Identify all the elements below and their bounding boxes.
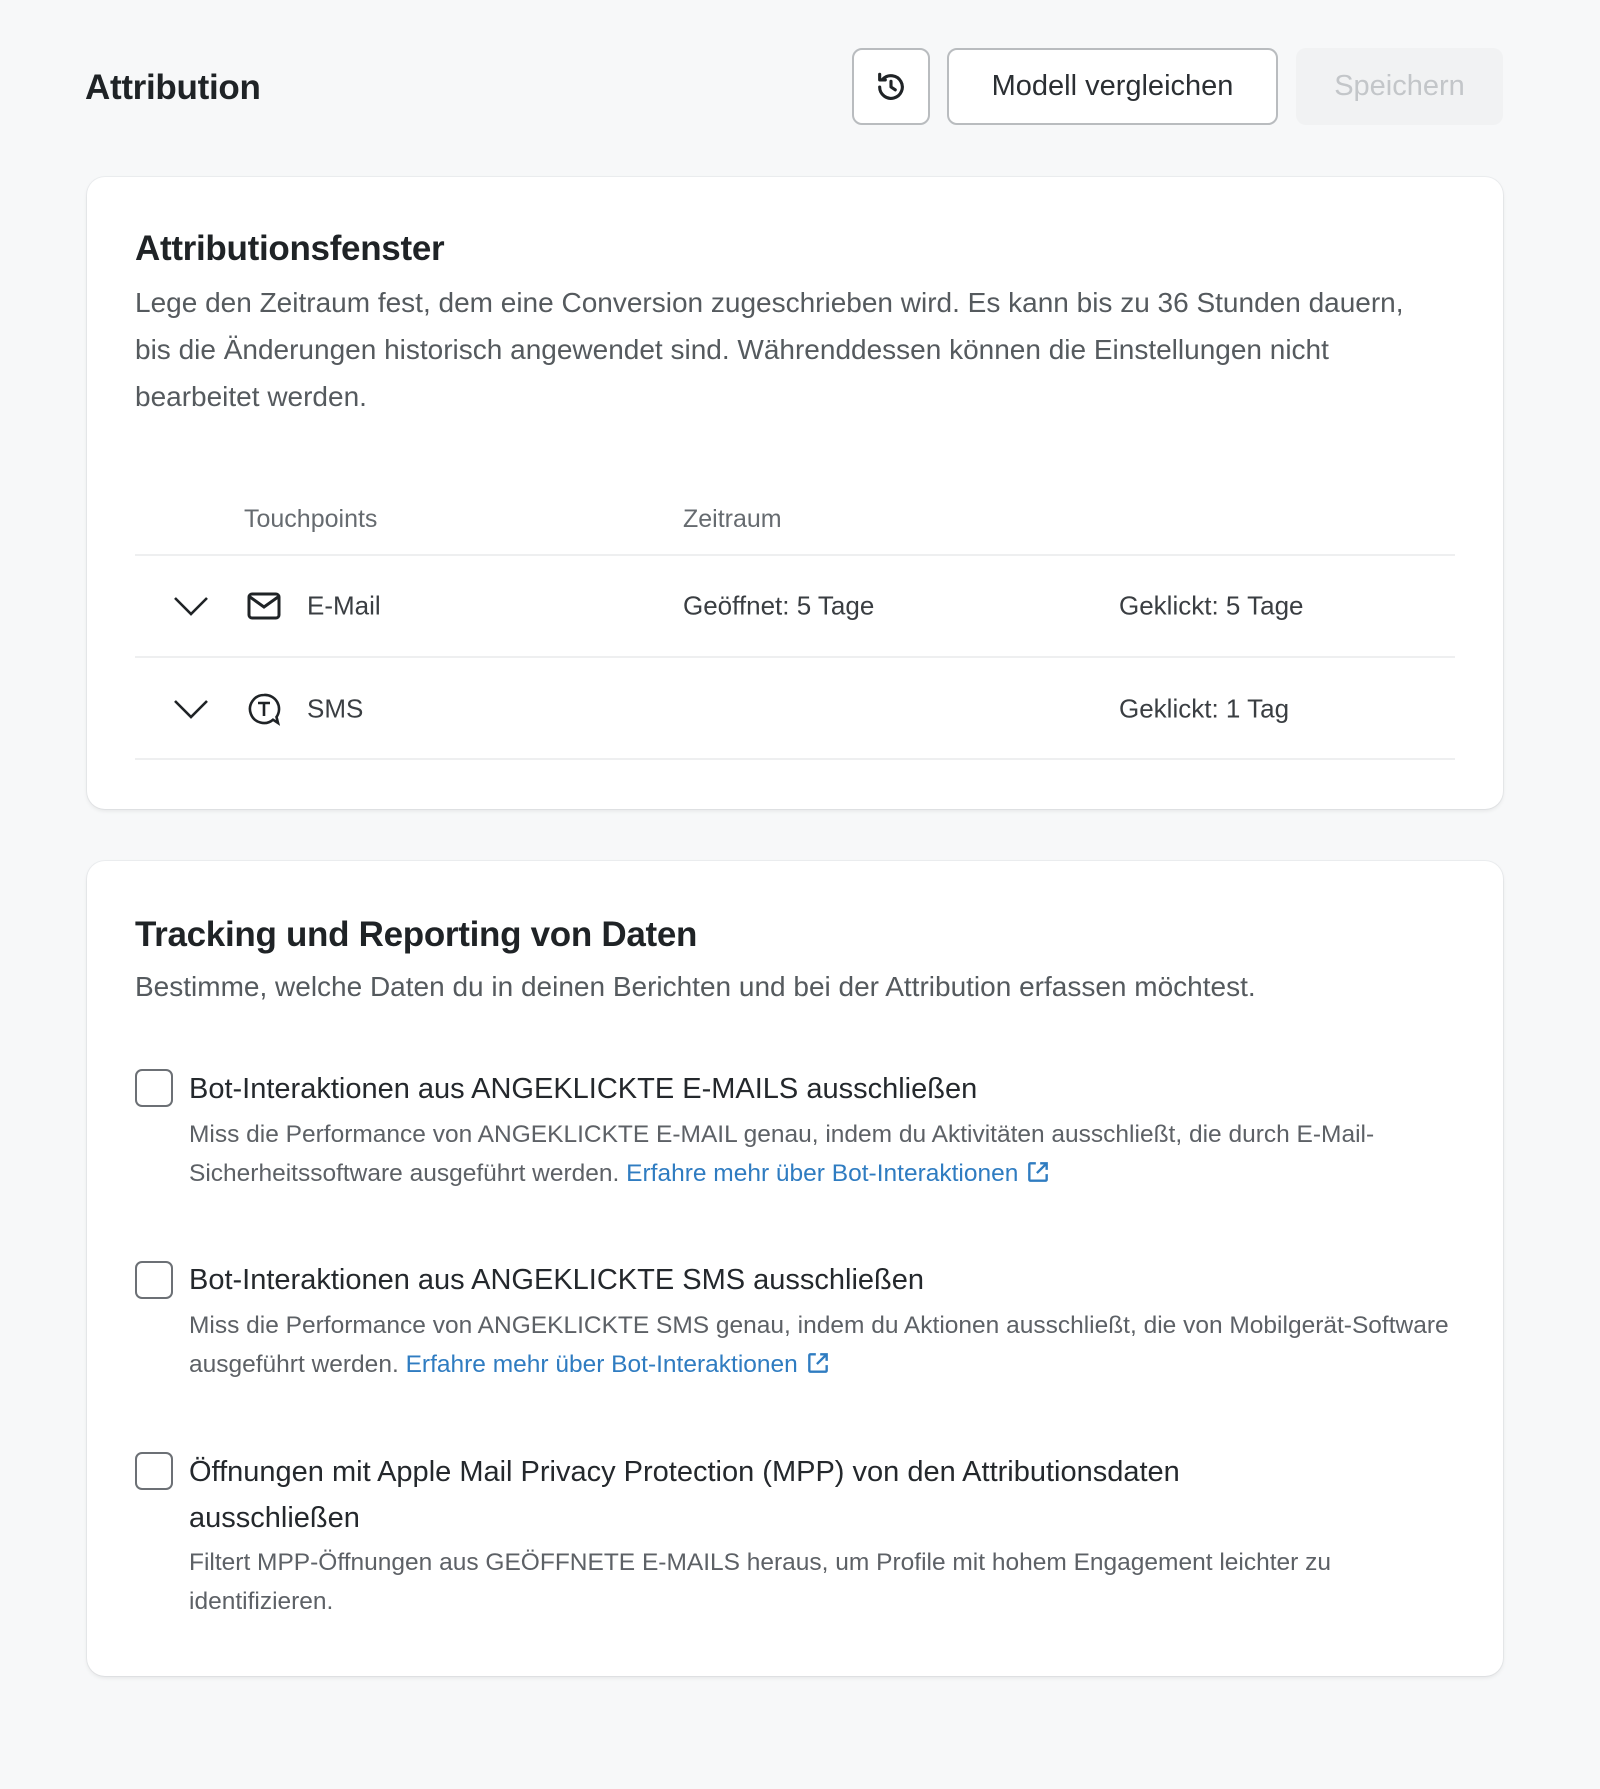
external-link-icon (1025, 1159, 1051, 1185)
save-button[interactable]: Speichern (1296, 48, 1503, 125)
history-button[interactable] (852, 48, 930, 125)
checkbox[interactable] (135, 1452, 173, 1490)
external-link-icon (805, 1350, 831, 1376)
checkbox[interactable] (135, 1069, 173, 1107)
history-icon (874, 70, 908, 104)
tracking-card (87, 861, 1503, 1676)
divider (135, 554, 1455, 556)
checkbox[interactable] (135, 1261, 173, 1299)
opened-window: Geöffnet: 5 Tage (683, 590, 875, 621)
link-text[interactable]: Erfahre mehr über Bot-Interaktionen (626, 1160, 1019, 1187)
touchpoint-label: SMS (307, 693, 364, 724)
option-text: Miss die Performance von ANGEKLICKTE E-MAIL genau, indem du Aktivitäten ausschließt, die durch E-Mail-Sicherheitssoftware ausgeführt werden. (189, 1121, 1375, 1187)
option-label[interactable]: Bot-Interaktionen aus ANGEKLICKTE SMS ausschließen (189, 1264, 925, 1296)
compare-model-button[interactable]: Modell vergleichen (947, 48, 1278, 125)
clicked-window: Geklickt: 1 Tag (1119, 693, 1290, 724)
clicked-window: Geklickt: 5 Tage (1119, 590, 1304, 621)
option-description: Filtert MPP-Öffnungen aus GEÖFFNETE E-MAILS heraus, um Profile mit hohem Engagement leichter zu identifizieren. (189, 1549, 1331, 1615)
section-description: Bestimme, welche Daten du in deinen Berichten und bei der Attribution erfassen möchtest. (135, 971, 1256, 1002)
column-header-zeitraum: Zeitraum (683, 505, 782, 533)
touchpoint-label: E-Mail (307, 590, 381, 621)
learn-more-link[interactable] (626, 1160, 1051, 1187)
link-text[interactable]: Erfahre mehr über Bot-Interaktionen (405, 1351, 798, 1378)
sms-icon (247, 692, 281, 726)
option-label[interactable]: Öffnungen mit Apple Mail Privacy Protection (MPP) von den Attributionsdaten ausschließen (189, 1456, 1180, 1534)
divider (135, 758, 1455, 760)
attribution-window-card (87, 177, 1503, 809)
option-text: Miss die Performance von ANGEKLICKTE SMS genau, indem du Aktionen ausschließt, die von Mobilgerät-Software ausgeführt werden. (189, 1312, 1449, 1378)
section-title: Attributionsfenster (135, 229, 445, 268)
chevron-down-icon[interactable] (173, 698, 209, 720)
section-title: Tracking und Reporting von Daten (135, 915, 698, 954)
mail-icon (247, 591, 281, 621)
option-description (189, 1115, 1469, 1193)
option-label[interactable]: Bot-Interaktionen aus ANGEKLICKTE E-MAILS ausschließen (189, 1073, 978, 1105)
page-title: Attribution (85, 68, 261, 107)
section-description: Lege den Zeitraum fest, dem eine Conversion zugeschrieben wird. Es kann bis zu 36 Stunden dauern, bis die Änderungen historisch angewendet sind. Währenddessen können die Einstellungen nicht bearbeitet werden. (135, 287, 1404, 412)
column-header-touchpoints: Touchpoints (244, 505, 378, 533)
chevron-down-icon[interactable] (173, 595, 209, 617)
option-description (189, 1306, 1469, 1384)
divider (135, 656, 1455, 658)
learn-more-link[interactable] (406, 1351, 831, 1378)
